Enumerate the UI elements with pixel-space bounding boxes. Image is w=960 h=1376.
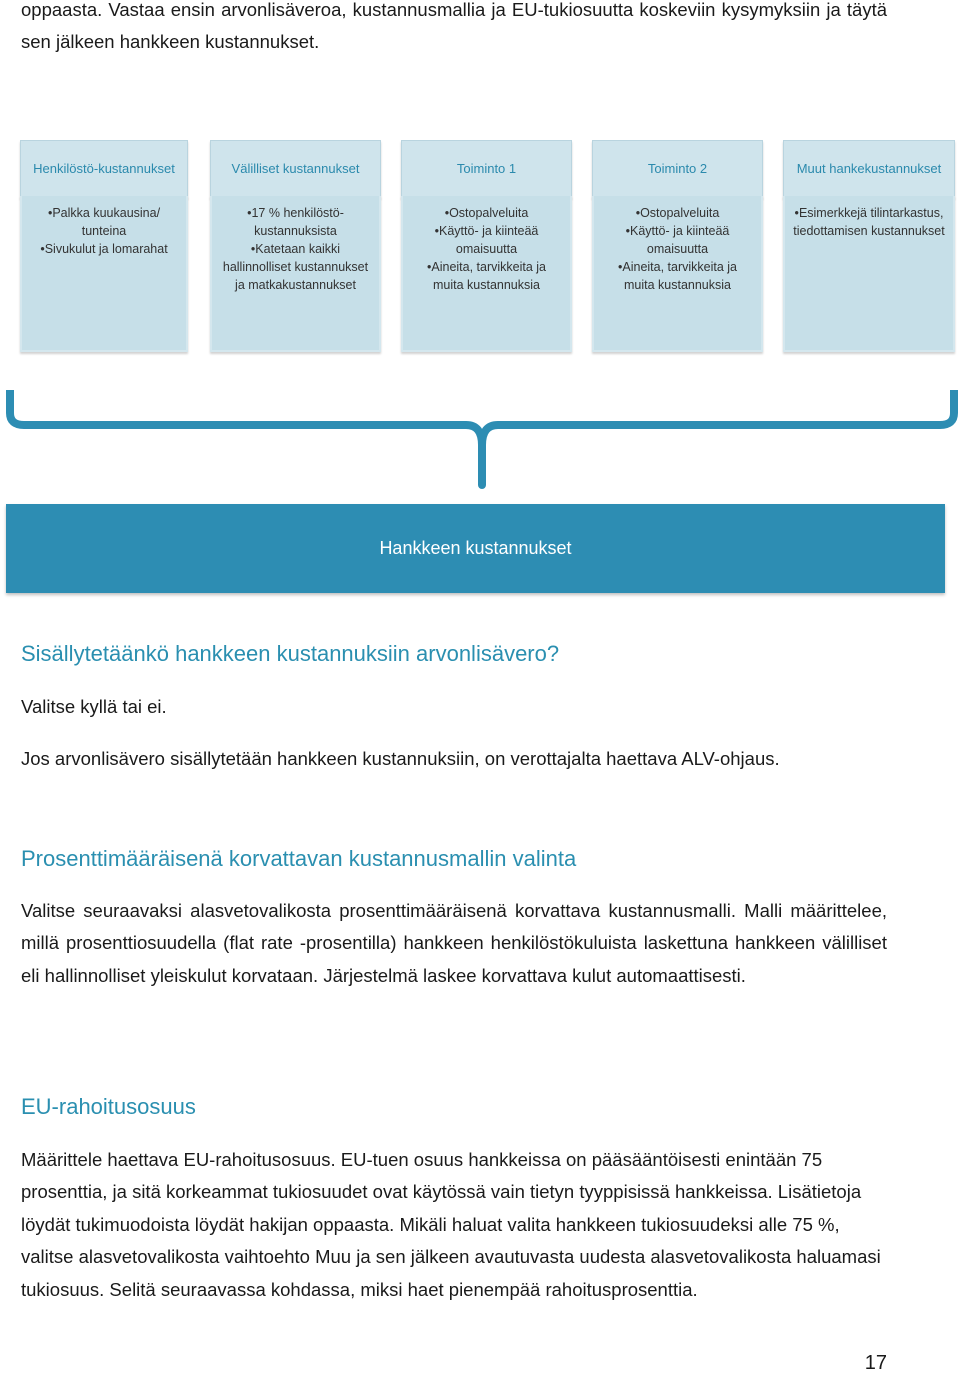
eu-share-heading: EU-rahoitusosuus [21, 1094, 196, 1119]
column-header-other: Muut hankekustannukset [783, 140, 955, 198]
column-header-indirect: Välilliset kustannukset [210, 140, 381, 198]
column-body-activity-1 [401, 196, 572, 352]
cost-model-text: Valitse seuraavaksi alasvetovalikosta prosenttimääräisenä korvattava kustannusmalli. Malli määrittelee, millä prosenttiosuudella (flat rate -prosentilla) hankkeen henkilöstökuluista laskettuna hankkeen välilliset eli hallinnolliset yleiskulut korvataan. Järjestelmä laskee korvattava kulut automaattisesti. [21, 900, 887, 986]
column-body-indirect [210, 196, 381, 352]
column-item: • Aineita, tarvikkeita ja muita kustannuksia [411, 258, 562, 294]
column-body-other [783, 196, 955, 352]
column-item: • Käyttö- ja kiinteää omaisuutta [411, 222, 562, 258]
column-item: • Esimerkkejä tilintarkastus, tiedottamisen kustannukset [793, 204, 945, 240]
cost-model-heading: Prosenttimääräisenä korvattavan kustannusmallin valinta [21, 846, 577, 871]
project-costs-banner: Hankkeen kustannukset [6, 504, 945, 593]
page-number: 17 [864, 1352, 887, 1374]
column-header-activity-1: Toiminto 1 [401, 140, 572, 198]
column-item: • Katetaan kaikki hallinnolliset kustannukset ja matkakustannukset [220, 240, 371, 294]
vat-instruction: Valitse kyllä tai ei. [21, 696, 167, 717]
column-item: • Sivukulut ja lomarahat [30, 240, 178, 258]
column-item: • Palkka kuukausina/ tunteina [30, 204, 178, 240]
column-body-personnel [20, 196, 188, 352]
vat-note: Jos arvonlisävero sisällytetään hankkeen kustannuksiin, on verottajalta haettava ALV-ohjaus. [21, 748, 780, 769]
column-header-activity-2: Toiminto 2 [592, 140, 763, 198]
column-body-activity-2 [592, 196, 763, 352]
brace-connector [0, 385, 960, 500]
column-header-personnel: Henkilöstö-kustannukset [20, 140, 188, 198]
eu-share-text: Määrittele haettava EU-rahoitusosuus. EU-tuen osuus hankkeissa on pääsääntöisesti enintään 75 prosenttia, ja sitä korkeammat tukiosuudet ovat käytössä vain tietyn tyyppisissä hankkeissa. Lisätietoja löydät tukimuodoista löydät hakijan oppaasta. Mikäli haluat valita hankkeen tukiosuudeksi alle 75 %, valitse alasvetovalikosta vaihtoehto Muu ja sen jälkeen avautuvasta uudesta alasvetovalikosta haluamasi tukiosuus. Selitä seuraavassa kohdassa, miksi haet pienempää rahoitusprosenttia. [21, 1149, 881, 1300]
column-item: • Aineita, tarvikkeita ja muita kustannuksia [602, 258, 753, 294]
column-item: • Ostopalveluita [602, 204, 753, 222]
vat-heading: Sisällytetäänkö hankkeen kustannuksiin arvonlisävero? [21, 641, 560, 666]
column-item: • Ostopalveluita [411, 204, 562, 222]
column-item: • 17 % henkilöstö-kustannuksista [220, 204, 371, 240]
intro-paragraph: oppaasta. Vastaa ensin arvonlisäveroa, kustannusmallia ja EU-tukiosuutta koskeviin kysymyksiin ja täytä sen jälkeen hankkeen kustannukset. [21, 0, 887, 53]
column-item: • Käyttö- ja kiinteää omaisuutta [602, 222, 753, 258]
